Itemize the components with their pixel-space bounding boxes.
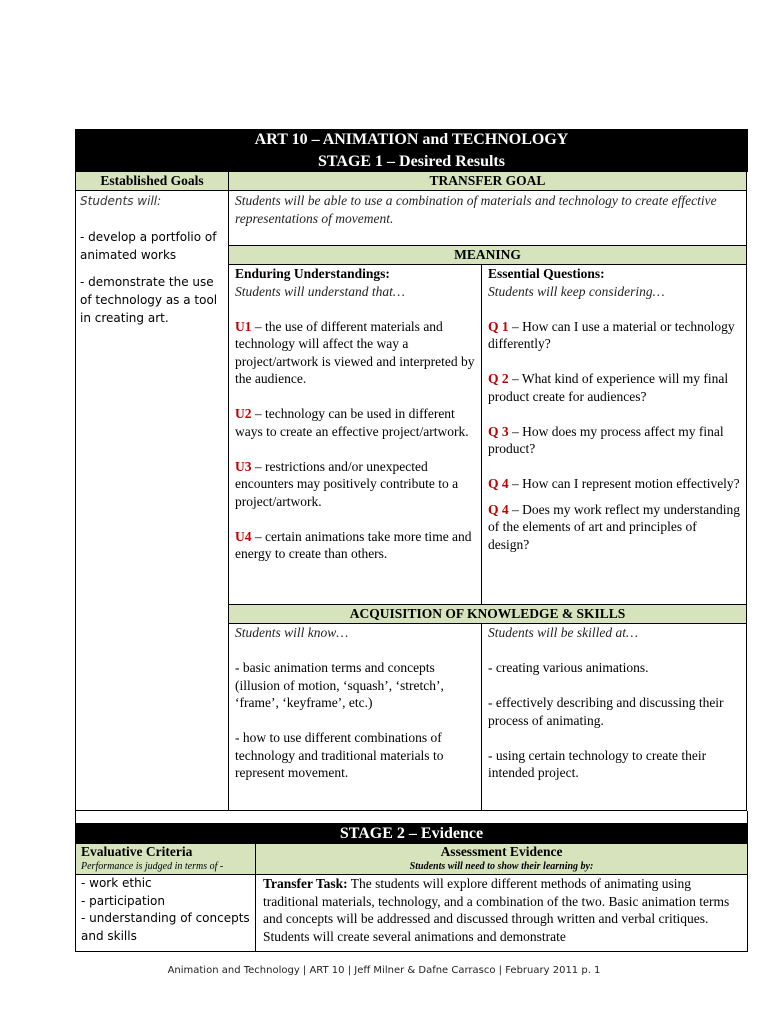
q4-text: – How can I represent motion effectively? xyxy=(508,476,740,491)
q2-label: Q 2 xyxy=(488,371,509,386)
stage1-table xyxy=(75,172,748,811)
u1-label: U1 xyxy=(235,318,252,334)
understandings-heading: Enduring Understandings: xyxy=(235,266,390,281)
goal-item-1: - develop a portfolio of animated works xyxy=(80,230,217,262)
know-cell xyxy=(228,624,482,811)
question-q3 xyxy=(488,423,740,458)
skilled-item-3: - using certain technology to create their intended project. xyxy=(488,747,707,780)
q4-label: Q 4 xyxy=(488,476,509,491)
q5-label: Q 4 xyxy=(488,501,509,517)
criteria-item-2: - participation xyxy=(81,893,165,908)
transfer-task-text: The students will explore different methods of animating using traditional materials, technology, and a combination of the two. Basic animation terms and concepts will be addressed and discussed through written and verbal critiques. Students will create several animations and demonstrate xyxy=(263,876,730,944)
question-q5 xyxy=(488,501,740,554)
established-goals-body xyxy=(75,191,229,811)
evidence-header xyxy=(255,844,748,875)
skilled-intro: Students will be skilled at… xyxy=(488,625,638,640)
stage2-table xyxy=(75,844,748,952)
goals-intro: Students will: xyxy=(80,194,162,208)
q2-text: – What kind of experience will my final product create for audiences? xyxy=(488,371,729,404)
criteria-item-1: - work ethic xyxy=(81,876,152,890)
question-q4 xyxy=(488,475,740,493)
know-item-2: - how to use different combinations of technology and traditional materials to represent movement. xyxy=(235,730,444,780)
criteria-heading: Evaluative Criteria xyxy=(81,844,193,859)
criteria-body xyxy=(75,875,256,952)
u4-text: – certain animations take more time and energy to create than others. xyxy=(235,528,472,561)
q5-text: – Does my work reflect my understanding of the elements of art and principles of design? xyxy=(488,501,740,552)
q3-text: – How does my process affect my final product? xyxy=(488,423,724,456)
questions-cell xyxy=(481,265,747,605)
u2-text: – technology can be used in different ways to create an effective project/artwork. xyxy=(235,406,469,439)
skilled-cell xyxy=(481,624,747,811)
understanding-u3 xyxy=(235,458,475,511)
evidence-sub: Students will need to show their learning by: xyxy=(409,861,594,872)
transfer-goal-heading: TRANSFER GOAL xyxy=(228,172,747,191)
question-q1 xyxy=(488,318,740,353)
established-goals-column xyxy=(75,172,229,811)
evidence-body xyxy=(255,875,748,952)
transfer-task-label: Transfer Task: xyxy=(263,876,348,891)
u3-label: U3 xyxy=(235,458,252,474)
u3-text: – restrictions and/or unexpected encounters may positively contribute to a project/artwork. xyxy=(235,458,459,509)
criteria-column xyxy=(75,844,256,952)
meaning-heading: MEANING xyxy=(228,246,747,265)
q1-text: – How can I use a material or technology differently? xyxy=(488,318,735,351)
transfer-task xyxy=(263,875,740,945)
u1-text: – the use of different materials and technology will affect the way a project/artwork is viewed and interpreted by the audience. xyxy=(235,318,475,386)
table-gap xyxy=(75,811,748,823)
understandings-intro: Students will understand that… xyxy=(235,283,405,299)
page-footer: Animation and Technology | ART 10 | Jeff Milner & Dafne Carrasco | February 2011 p. 1 xyxy=(167,965,601,976)
unit-plan-document xyxy=(75,129,748,952)
question-q2 xyxy=(488,370,740,405)
skilled-item-1: - creating various animations. xyxy=(488,660,649,675)
understandings-cell xyxy=(228,265,482,605)
transfer-goal-body xyxy=(228,191,747,246)
meaning-row xyxy=(228,265,747,605)
know-item-1: - basic animation terms and concepts (illusion of motion, ‘squash’, ‘stretch’, ‘frame’, ‘keyframe’, etc.) xyxy=(235,660,444,710)
criteria-header xyxy=(75,844,256,875)
goal-item-2: - demonstrate the use of technology as a tool in creating art. xyxy=(80,275,218,325)
u4-label: U4 xyxy=(235,528,252,544)
q3-label: Q 3 xyxy=(488,423,509,439)
u2-label: U2 xyxy=(235,406,252,421)
criteria-sub: Performance is judged in terms of - xyxy=(81,861,224,872)
established-goals-heading: Established Goals xyxy=(75,172,229,191)
evidence-column xyxy=(255,844,748,952)
document-title: ART 10 – ANIMATION and TECHNOLOGY xyxy=(75,129,748,151)
questions-heading: Essential Questions: xyxy=(488,266,605,281)
acquisition-row xyxy=(228,624,747,811)
understanding-u1 xyxy=(235,318,475,388)
q1-label: Q 1 xyxy=(488,318,509,334)
stage2-title: STAGE 2 – Evidence xyxy=(75,823,748,844)
stage1-title: STAGE 1 – Desired Results xyxy=(75,151,748,172)
questions-intro: Students will keep considering… xyxy=(488,283,665,299)
skilled-item-2: - effectively describing and discussing their process of animating. xyxy=(488,695,724,728)
know-intro: Students will know… xyxy=(235,625,349,640)
acquisition-heading: ACQUISITION OF KNOWLEDGE & SKILLS xyxy=(228,605,747,624)
understanding-u4 xyxy=(235,528,475,563)
understanding-u2 xyxy=(235,405,475,440)
criteria-item-3: - understanding of concepts and skills xyxy=(81,911,250,943)
evidence-heading: Assessment Evidence xyxy=(440,844,563,859)
stage1-right-column xyxy=(228,172,747,811)
transfer-goal-text: Students will be able to use a combination of materials and technology to create effective representations of movement. xyxy=(235,193,717,226)
